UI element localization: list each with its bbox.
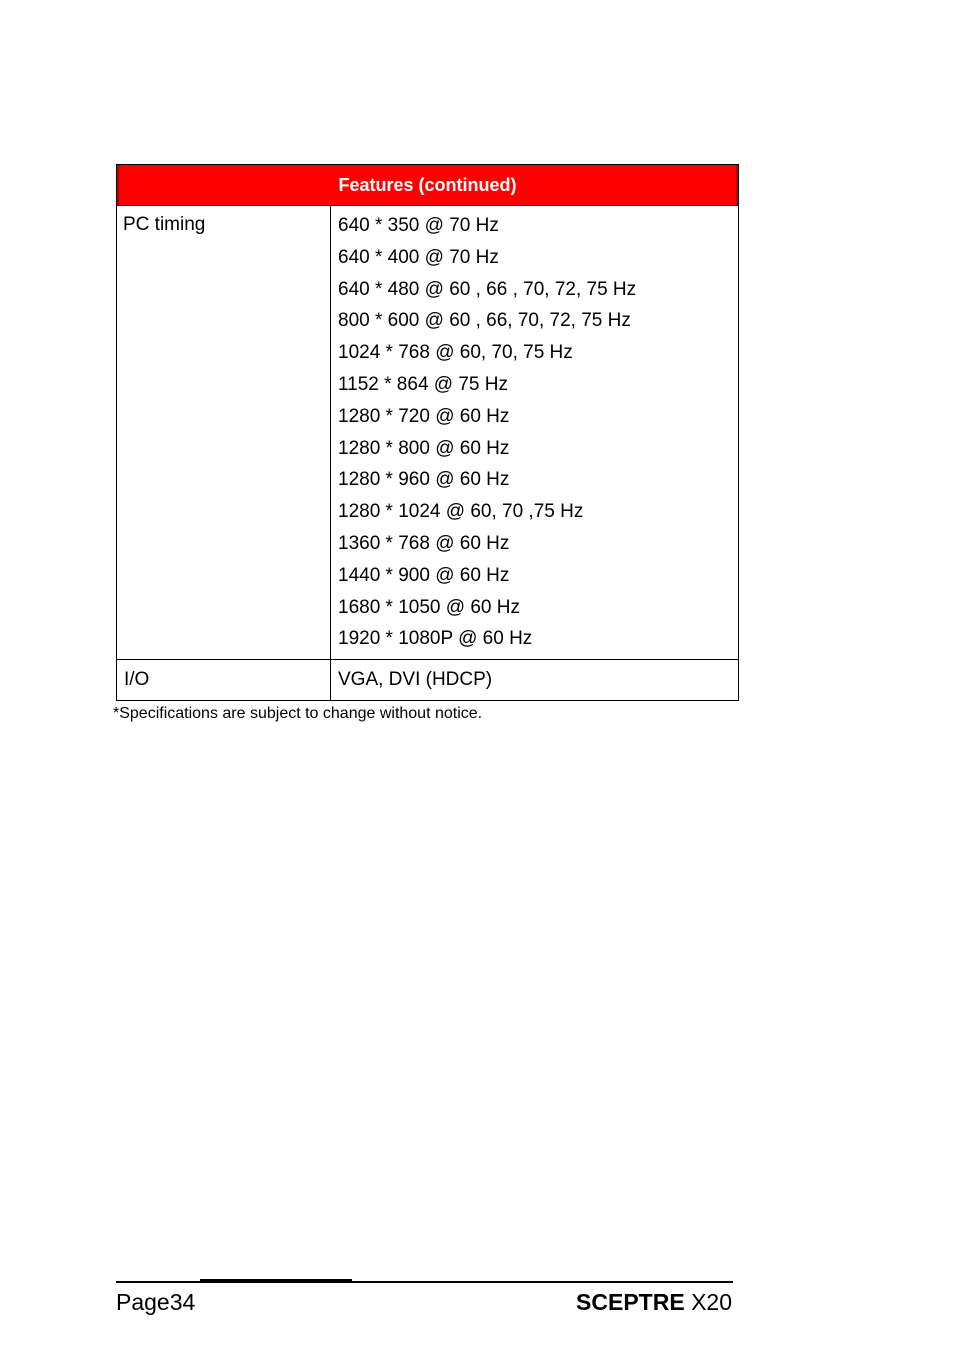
timing-item: 640 * 350 @ 70 Hz [338,215,499,236]
page-number: Page34 [116,1289,196,1315]
row-value-io: VGA, DVI (HDCP) [331,660,739,701]
table-header: Features (continued) [117,165,739,206]
brand-name: SCEPTRE [576,1289,685,1315]
footer-brand [576,1289,732,1316]
timing-item: 1280 * 1024 @ 60, 70 ,75 Hz [338,501,584,523]
timing-item: 1280 * 800 @ 60 Hz [338,437,510,459]
timing-item: 1680 * 1050 @ 60 Hz [338,596,520,618]
model-name: X20 [691,1289,732,1315]
timing-item: 1920 * 1080P @ 60 Hz [338,628,533,650]
row-label-pc-timing: PC timing [117,206,331,660]
footer-divider-accent [200,1279,352,1283]
timing-item: 1280 * 720 @ 60 Hz [338,405,510,427]
timing-item: 640 * 400 @ 70 Hz [338,246,499,268]
table-header-row [117,165,739,206]
footnote: *Specifications are subject to change without notice. [113,705,483,722]
timing-item: 1360 * 768 @ 60 Hz [338,532,510,554]
table-row-pc-timing [117,206,739,660]
row-label-io: I/O [117,660,331,701]
row-values-pc-timing [331,206,739,660]
features-table [116,164,739,701]
timing-item: 1280 * 960 @ 60 Hz [338,469,510,491]
timing-list [338,212,732,657]
timing-item: 1024 * 768 @ 60, 70, 75 Hz [338,342,573,364]
timing-item: 640 * 480 @ 60 , 66 , 70, 72, 75 Hz [338,278,637,300]
table-row-io [117,660,739,701]
timing-item: 800 * 600 @ 60 , 66, 70, 72, 75 Hz [338,310,631,332]
timing-item: 1152 * 864 @ 75 Hz [338,373,508,395]
timing-item: 1440 * 900 @ 60 Hz [338,564,510,586]
